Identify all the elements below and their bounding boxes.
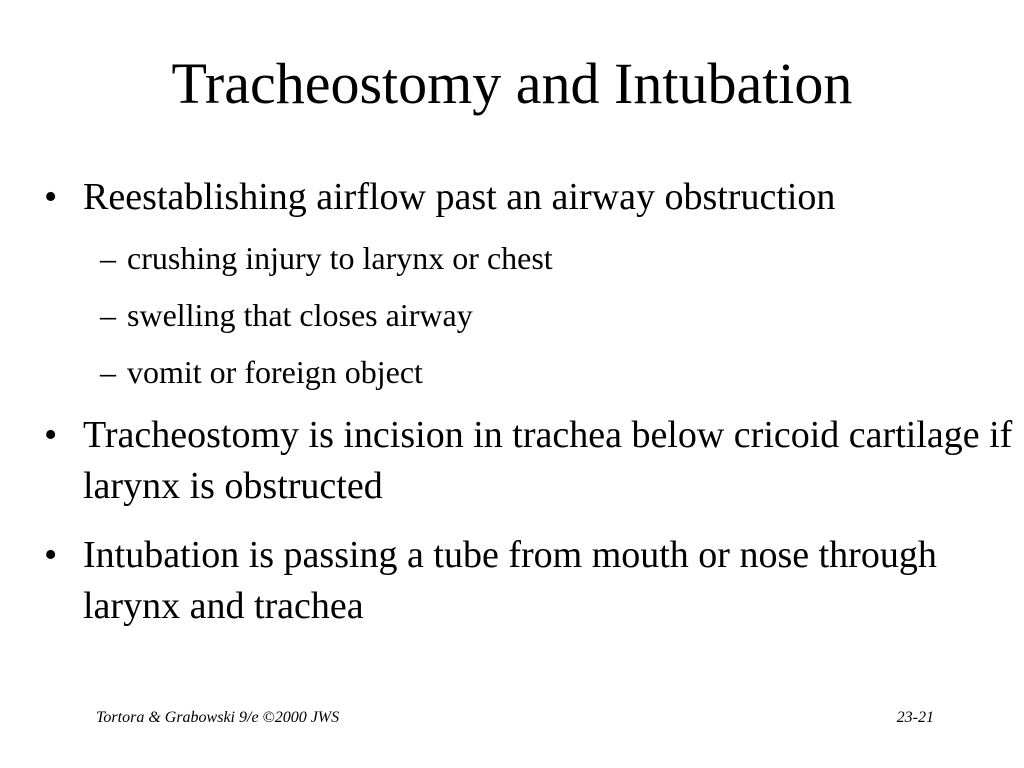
bullet-text: Intubation is passing a tube from mouth or nose through larynx and trachea (83, 534, 937, 627)
sub-bullet-item (100, 238, 1000, 278)
bullet-text: Tracheostomy is incision in trachea below cricoid cartilage if larynx is obstructed (83, 414, 1013, 507)
dash-icon: – (100, 354, 116, 390)
bullet-text: Reestablishing airflow past an airway obstruction (83, 176, 836, 218)
sub-bullet-item (100, 352, 1000, 392)
bullet-icon: • (44, 414, 58, 456)
slide-number: 23-21 (896, 709, 934, 726)
footer-citation: Tortora & Grabowski 9/e ©2000 JWS (96, 709, 340, 726)
sub-bullet-text: swelling that closes airway (127, 297, 473, 333)
sub-bullet-text: crushing injury to larynx or chest (127, 240, 553, 276)
bullet-icon: • (44, 176, 58, 218)
slide-title: Tracheostomy and Intubation (171, 51, 853, 116)
sub-bullet-text: vomit or foreign object (127, 354, 423, 390)
bullet-item (44, 172, 1014, 223)
dash-icon: – (100, 240, 116, 276)
dash-icon: – (100, 297, 116, 333)
sub-bullet-item (100, 295, 1000, 335)
bullet-item (44, 410, 1014, 512)
bullet-icon: • (44, 534, 58, 576)
bullet-item (44, 530, 1014, 632)
